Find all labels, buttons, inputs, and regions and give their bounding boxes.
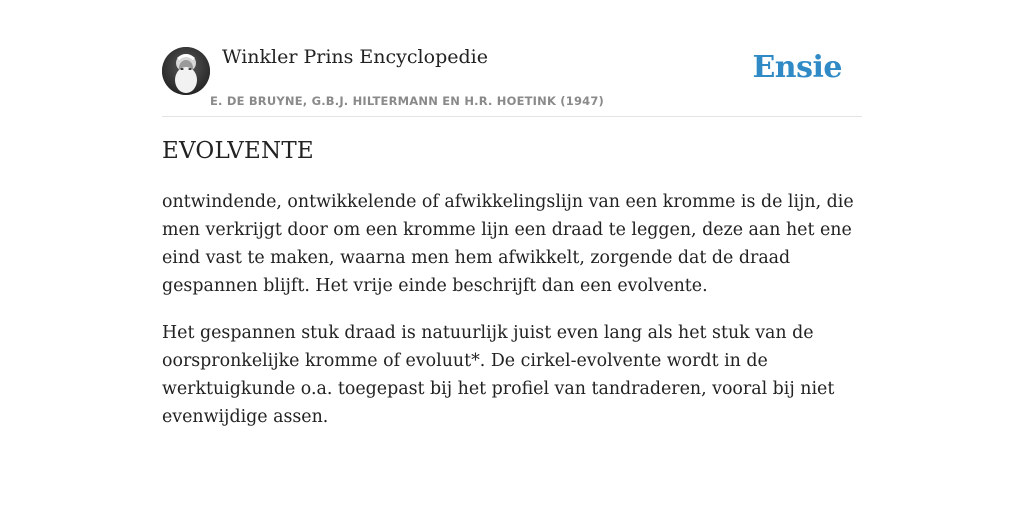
source-authors: E. DE BRUYNE, G.B.J. HILTERMANN EN H.R. HOETINK (1947): [210, 94, 605, 108]
source-header: [162, 44, 862, 117]
article: [162, 138, 862, 450]
article-title: EVOLVENTE: [162, 138, 314, 164]
ensie-logo[interactable]: Ensie: [752, 50, 842, 85]
bearded-man-portrait-icon: [162, 47, 210, 95]
source-title[interactable]: Winkler Prins Encyclopedie: [222, 46, 488, 68]
source-avatar[interactable]: [162, 47, 210, 95]
article-paragraph: Het gespannen stuk draad is natuurlijk juist even lang als het stuk van de oorspronkelijke kromme of evoluut*. De cirkel-evolvente wordt in de werktuigkunde o.a. toegepast bij het profiel van tandraderen, vooral bij niet evenwijdige assen.: [162, 323, 835, 427]
article-paragraph: ontwindende, ontwikkelende of afwikkelingslijn van een kromme is de lijn, die men verkrijgt door om een kromme lijn een draad te leggen, deze aan het ene eind vast te maken, waarna men hem afwikkelt, zorgende dat de draad gespannen blijft. Het vrije einde beschrijft dan een evolvente.: [162, 192, 854, 296]
